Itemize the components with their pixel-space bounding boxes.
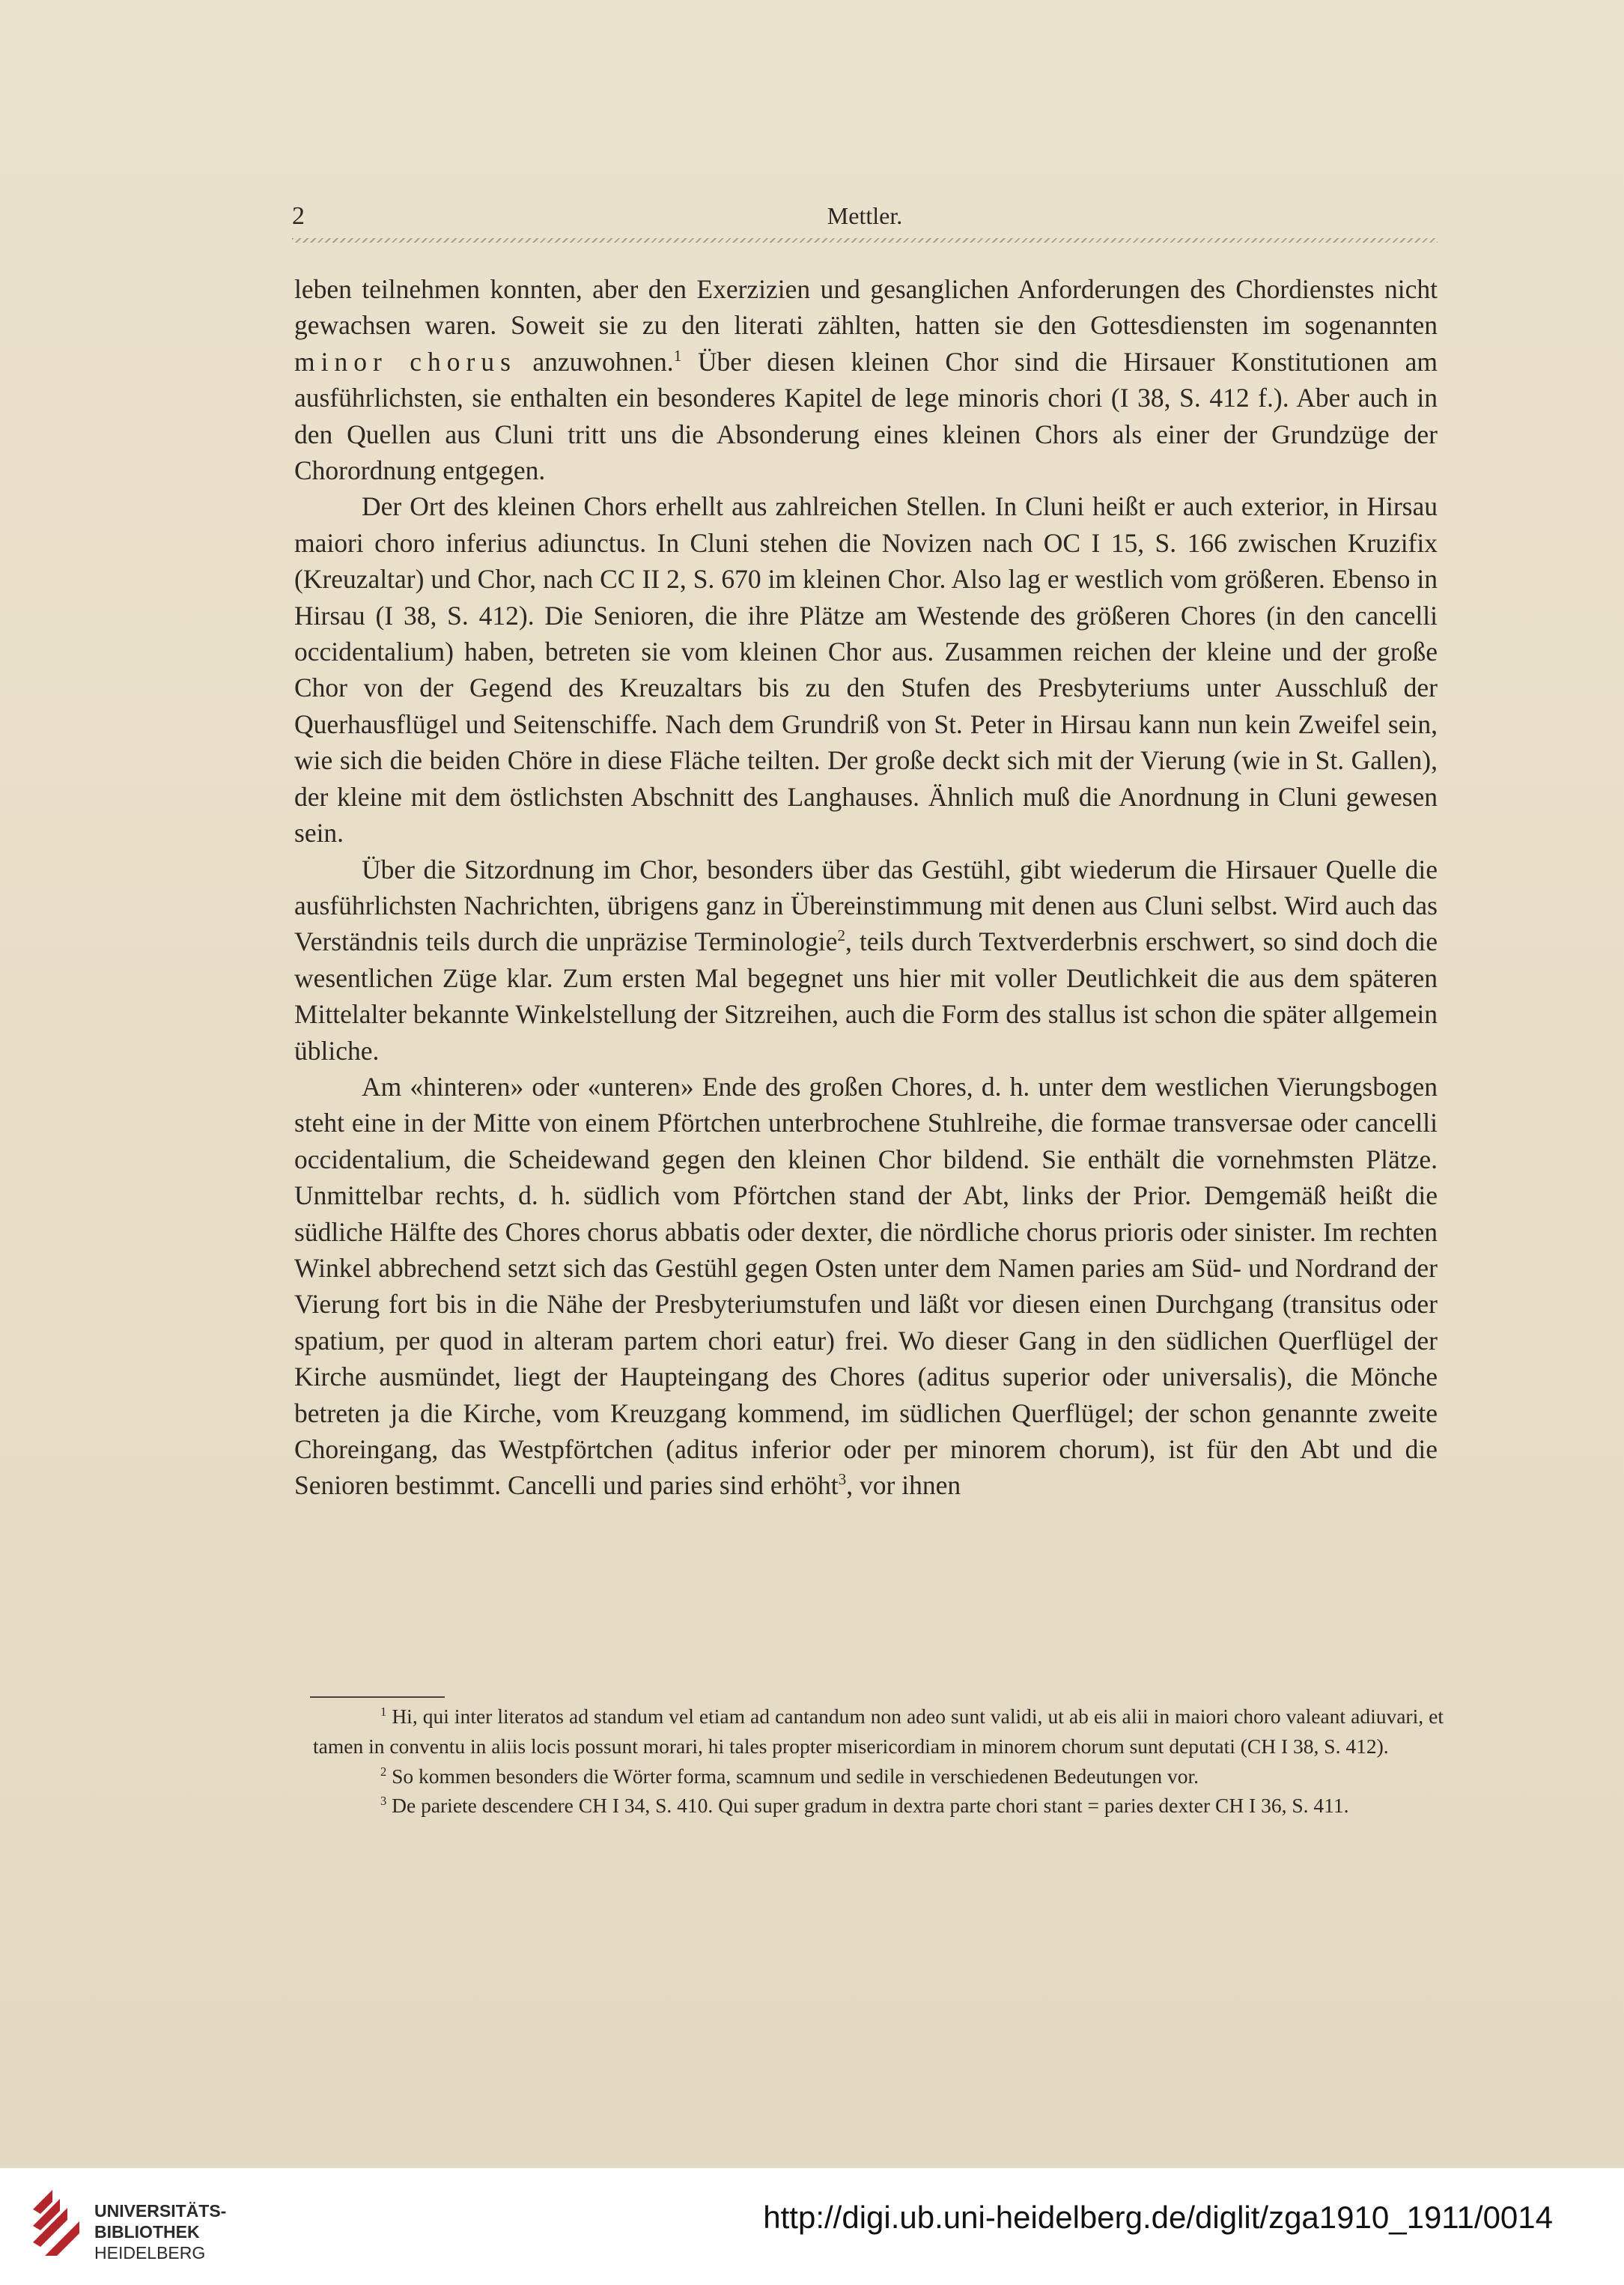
- body-text: [294, 271, 1438, 1504]
- page-header: [292, 202, 1438, 240]
- footnote-mark: 2: [380, 1764, 387, 1779]
- footnote-separator: [310, 1696, 445, 1698]
- emphasis-text: minor chorus: [294, 346, 517, 377]
- source-url-link[interactable]: http://digi.ub.uni-heidelberg.de/diglit/zga1910_1911/0014: [763, 2200, 1553, 2235]
- university-library-logo-icon[interactable]: [30, 2187, 87, 2259]
- footnote-mark: 1: [380, 1704, 387, 1719]
- footnote-ref[interactable]: 3: [838, 1470, 847, 1489]
- footnote-ref[interactable]: 2: [837, 926, 846, 945]
- library-name[interactable]: UNIVERSITÄTS- BIBLIOTHEK HEIDELBERG: [94, 2201, 227, 2263]
- footnote-ref[interactable]: 1: [673, 346, 682, 365]
- running-head: Mettler.: [827, 202, 903, 229]
- page-number: 2: [292, 202, 305, 230]
- paragraph: Der Ort des kleinen Chors erhellt aus zahlreichen Stellen. In Cluni heißt er auch exterior, in Hirsau maiori choro inferius adiunctus. In Cluni stehen die Novizen nach OC I 15, S. 166 zwischen Kruzifix (Kreuzaltar) und Chor, nach CC II 2, S. 670 im kleinen Chor. Also lag er westlich vom größeren. Ebenso in Hirsau (I 38, S. 412). Die Senioren, die ihre Plätze am Westende des größeren Chores (in den cancelli occidentalium) haben, betreten sie vom kleinen Chor aus. Zusammen reichen der kleine und der große Chor von der Gegend des Kreuzaltars bis zu den Stufen des Presbyteriums unter Ausschluß der Querhausflügel und Seitenschiffe. Nach dem Grundriß von St. Peter in Hirsau kann nun kein Zweifel sein, wie sich die beiden Chöre in diese Fläche teilten. Der große deckt sich mit der Vierung (wie in St. Gallen), der kleine mit dem östlichsten Abschnitt des Langhauses. Ähnlich muß die Anordnung in Cluni gewesen sein.: [294, 491, 1438, 849]
- footnote-mark: 3: [380, 1794, 387, 1809]
- paragraph: Über die Sitzordnung im Chor, besonders über das Gestühl, gibt wiederum die Hirsauer Quelle die ausführlichsten Nachrichten, übrigens ganz in Übereinstimmung mit denen aus Cluni selbst. Wird auch das Verständnis teils durch die unpräzise Terminologie$^2$, teils durch Textverderbnis erschwert, so sind doch die wesentlichen Züge klar. Zum ersten Mal begegnet uns hier mit voller Deutlichkeit die aus dem späteren Mittelalter bekannte Winkelstellung der Sitzreihen, auch die Form des stallus ist schon die später allgemein übliche.: [294, 854, 1438, 1066]
- footnotes: [313, 1702, 1444, 1821]
- footnote: $^1$ Hi, qui inter literatos ad standum vel etiam ad cantandum non adeo sunt validi, ut ab eis alii in maiori choro valeant adiuvari, et tamen in conventu in aliis locis possunt morari, hi tales propter misericordiam in minorem chorum sunt deputati (CH I 38, S. 412).: [313, 1704, 1444, 1758]
- footnote: $^3$ De pariete descendere CH I 34, S. 410. Qui super gradum in dextra parte chori stant = paries dexter CH I 36, S. 411.: [380, 1794, 1349, 1818]
- paragraph: leben teilnehmen konnten, aber den Exerzizien und gesanglichen Anforderungen des Chordienstes nicht gewachsen waren. Soweit sie zu den literati zählten, hatten sie den Gottesdiensten im sogenannten minor chorus anzuwohnen.$^1$ Über diesen kleinen Chor sind die Hirsauer Konstitutionen am ausführlichsten, sie enthalten ein besonderes Kapitel de lege minoris chori (I 38, S. 412 f.). Aber auch in den Quellen aus Cluni tritt uns die Absonderung eines kleinen Chors als einer der Grundzüge der Chorordnung entgegen.: [294, 274, 1438, 486]
- header-rule: [292, 238, 1438, 243]
- paragraph: Am «hinteren» oder «unteren» Ende des großen Chores, d. h. unter dem westlichen Vierungsbogen steht eine in der Mitte von einem Pförtchen unterbrochene Stuhlreihe, die formae transversae oder cancelli occidentalium, die Scheidewand gegen den kleinen Chor bildend. Sie enthält die vornehmsten Plätze. Unmittelbar rechts, d. h. südlich vom Pförtchen stand der Abt, links der Prior. Demgemäß heißt die südliche Hälfte des Chores chorus abbatis oder dexter, die nördliche chorus prioris oder sinister. Im rechten Winkel abbrechend setzt sich das Gestühl gegen Osten unter dem Namen paries am Süd- und Nordrand der Vierung fort bis in die Nähe der Presbyteriumstufen und läßt vor diesen einen Durchgang (transitus oder spatium, per quod in alteram partem chori eatur) frei. Wo dieser Gang in den südlichen Querflügel der Kirche ausmündet, liegt der Haupteingang des Chores (aditus superior oder universalis), die Mönche betreten ja die Kirche, vom Kreuzgang kommend, im südlichen Querflügel; der schon genannte zweite Choreingang, das Westpförtchen (aditus inferior oder per minorem chorum), ist für den Abt und die Senioren bestimmt. Cancelli und paries sind erhöht$^3$, vor ihnen: [294, 1071, 1438, 1501]
- footnote: $^2$ So kommen besonders die Wörter forma, scamnum und sedile in verschiedenen Bedeutungen vor.: [380, 1764, 1199, 1788]
